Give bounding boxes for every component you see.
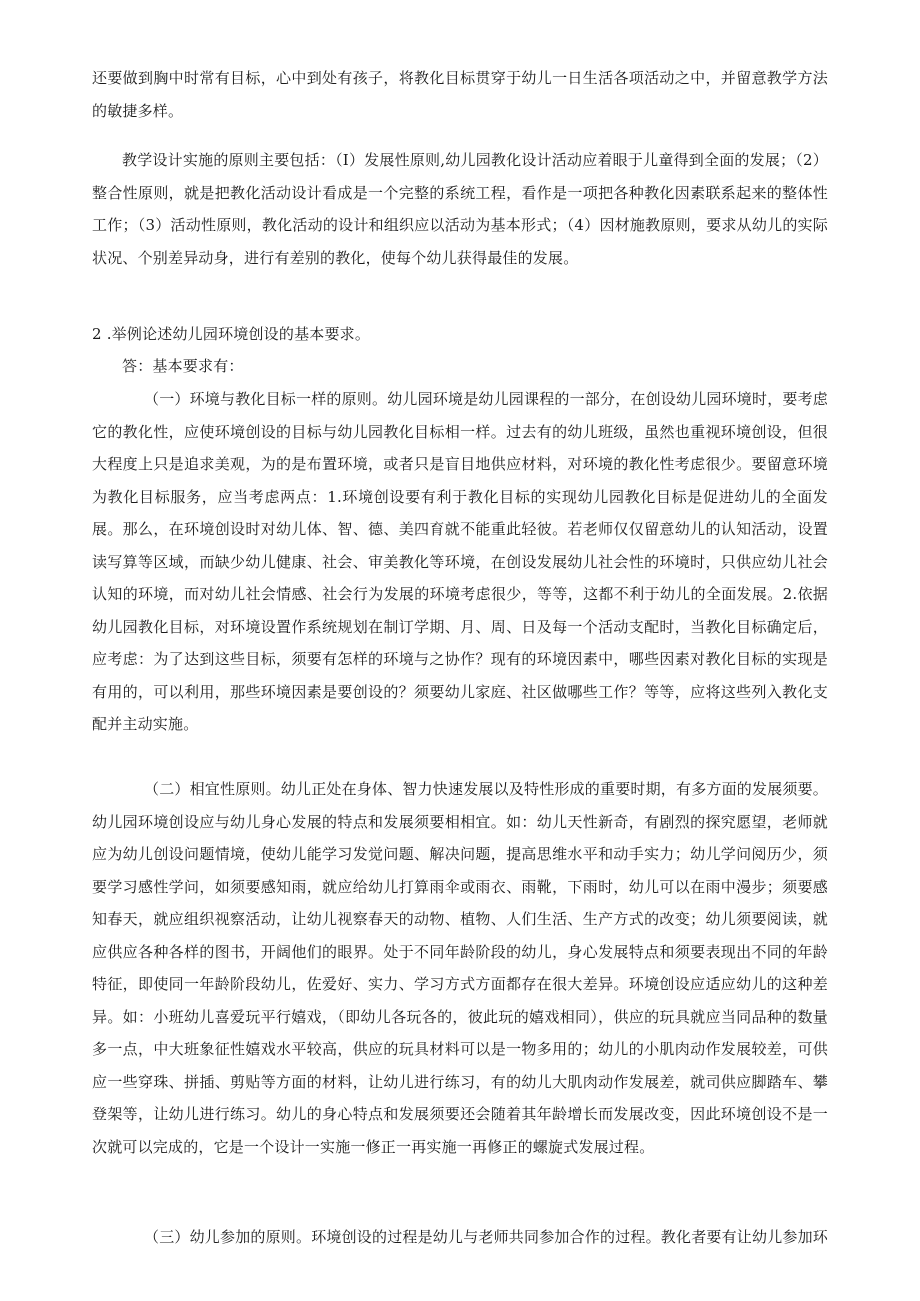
section-three: （三）幼儿参加的原则。环境创设的过程是幼儿与老师共同参加合作的过程。教化者要有让幼儿参加环: [144, 1228, 829, 1246]
paragraph-design-principles: 教学设计实施的原则主要包括：（I）发展性原则,幼儿园教化设计活动应着眼于儿童得到全面的发展；（2）整合性原则，就是把教化活动设计看成是一个完整的系统工程，看作是一项把各种教化因素联系起来的整体性工作；（3）活动性原则，教化活动的设计和组织应以活动为基本形式；（4）因材施教原则，要求从幼儿的实际状况、个别差异动身，进行有差别的教化，使每个幼儿获得最佳的发展。: [92, 151, 828, 267]
paragraph-continuation: 还要做到胸中时常有目标，心中到处有孩子，将教化目标贯穿于幼儿一日生活各项活动之中，并留意教学方法的敏捷多样。: [92, 69, 828, 120]
section-two: （二）相宜性原则。幼儿正处在身体、智力快速发展以及特性形成的重要时期，有多方面的发展须要。幼儿园环境创设应与幼儿身心发展的特点和发展须要相相宜。如：幼儿天性新奇，有剧烈的探究愿望，老师就应为幼儿创设问题情境，使幼儿能学习发觉问题、解决问题，提高思维水平和动手实力；幼儿学问阅历少，须要学习感性学问，如须要感知雨，就应给幼儿打算雨伞或雨衣、雨靴，下雨时，幼儿可以在雨中漫步；须要感知春天，就应组织视察活动，让幼儿视察春天的动物、植物、人们生活、生产方式的改变；幼儿须要阅读，就应供应各种各样的图书，开阔他们的眼界。处于不同年龄阶段的幼儿，身心发展特点和须要表现出不同的年龄特征，即使同一年龄阶段幼儿，佐爱好、实力、学习方式方面都存在很大差异。环境创设应适应幼儿的这种差异。如：小班幼儿喜爱玩平行嬉戏，（即幼儿各玩各的，彼此玩的嬉戏相同），供应的玩具就应当同品种的数量多一点，中大班象征性嬉戏水平较高，供应的玩具材料可以是一物多用的；幼儿的小肌肉动作发展较差，可供应一些穿珠、拼插、剪贴等方面的材料，让幼儿进行练习，有的幼儿大肌肉动作发展差，就司供应脚踏车、攀登架等，让幼儿进行练习。幼儿的身心特点和发展须要还会随着其年龄增长而发展改变，因此环境创设不是一次就可以完成的，它是一个设计一实施一修正一再实施一再修正的螺旋式发展过程。: [92, 780, 829, 1156]
question-heading: 2 .举例论述幼儿园环境创设的基本要求。: [92, 325, 371, 343]
section-one: （一）环境与教化目标一样的原则。幼儿园环境是幼儿园课程的一部分，在创设幼儿园环境时，要考虑它的教化性，应使环境创设的目标与幼儿园教化目标相一样。过去有的幼儿班级，虽然也重视环境创设，但很大程度上只是追求美观，为的是布置环境，或者只是盲目地供应材料，对环境的教化性考虑很少。要留意环境为教化目标服务，应当考虑两点：1.环境创设要有利于教化目标的实现幼儿园教化目标是促进幼儿的全面发展。那么，在环境创设时对幼儿体、智、德、美四育就不能重此轻彼。若老师仅仅留意幼儿的认知活动，设置读写算等区域，而缺少幼儿健康、社会、审美教化等环境，在创设发展幼儿社会性的环境时，只供应幼儿社会认知的环境，而对幼儿社会情感、社会行为发展的环境考虑很少，等等，这都不利于幼儿的全面发展。2.依据幼儿园教化目标，对环境设置作系统规划在制订学期、月、周、日及每一个活动支配时，当教化目标确定后，应考虑：为了达到这些目标，须要有怎样的环境与之协作？现有的环境因素中，哪些因素对教化目标的实现是有用的，可以利用，那些环境因素是要创设的？须要幼儿家庭、社区做哪些工作？等等，应将这些列入教化支配并主动实施。: [92, 390, 829, 733]
answer-label: 答：基本要求有：: [122, 357, 244, 375]
